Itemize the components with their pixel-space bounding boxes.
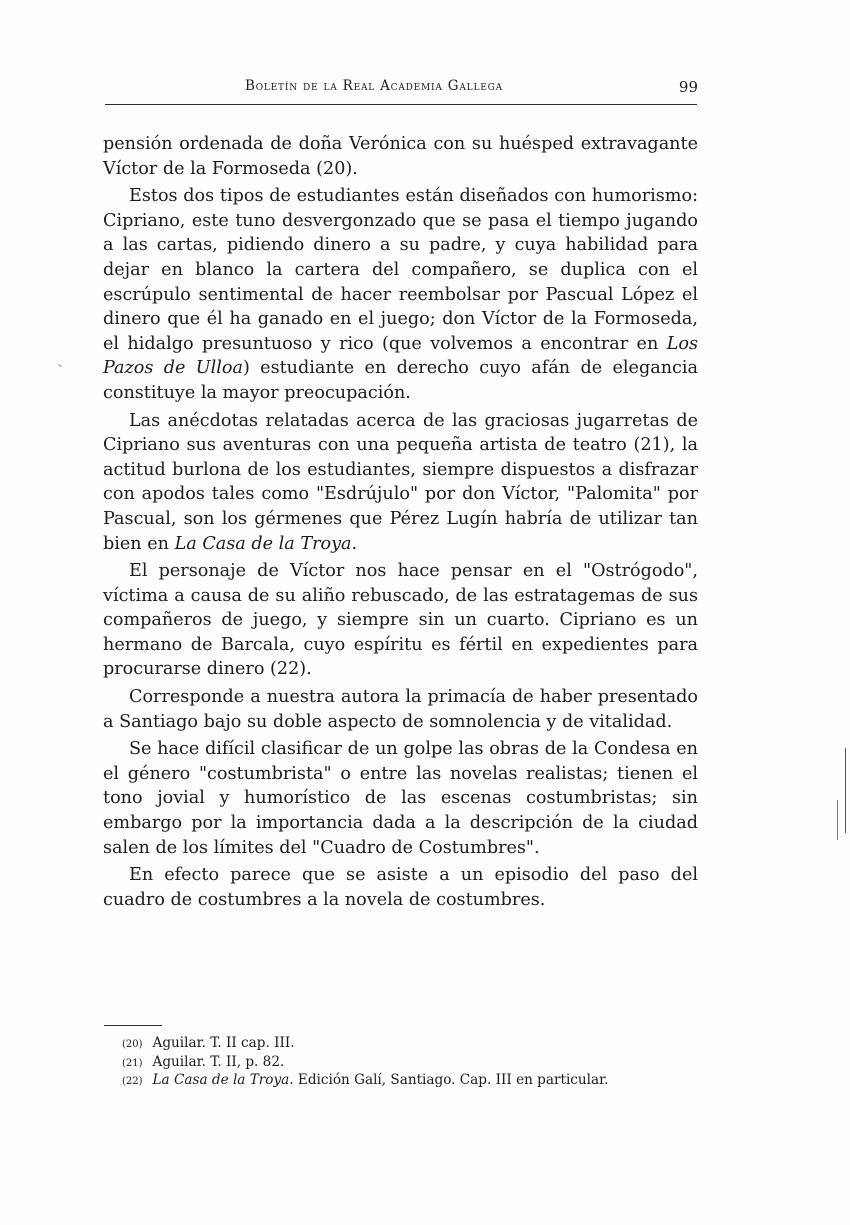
margin-scan-mark xyxy=(845,748,846,833)
footnote-21-text: Aguilar. T. II, p. 82. xyxy=(152,1053,285,1070)
paragraph-2 xyxy=(103,184,698,405)
running-head xyxy=(105,78,700,100)
footnote-22-text: Edición Galí, Santiago. Cap. III en particular. xyxy=(293,1072,609,1088)
footnote-20-text: Aguilar. T. II cap. III. xyxy=(152,1035,295,1051)
paragraph-3-text-a: Las anécdotas relatadas acerca de las graciosas jugarretas de Cipriano sus aventuras con una pequeña artista de teatro (21), la actitud burlona de los estudiantes, siempre dispuestos a disfrazar con apodos tales como "Esdrújulo" por don Víctor, "Palomita" por Pascual, son los gérmenes que Pérez Lugín habría de utilizar tan bien en xyxy=(103,410,698,554)
paragraph-2-title-italic: Los Pazos de Ulloa xyxy=(103,333,698,379)
footnote-22-mark: (22) xyxy=(122,1076,143,1087)
paragraph-2-text-a: Estos dos tipos de estudiantes están diseñados con humorismo: Cipriano, este tuno desvergonzado que se pasa el tiempo jugando a las cartas, pidiendo dinero a su padre, y cuya habilidad para dejar en blanco la cartera del compañero, se duplica con el escrúpulo sentimental de hacer reembolsar por Pascual López el dinero que él ha ganado en el juego; don Víctor de la Formoseda, el hidalgo presuntuoso y rico (que volvemos a encontrar en xyxy=(103,186,698,354)
footnote-22-title-italic: La Casa de la Troya. xyxy=(152,1072,294,1088)
paragraph-4: El personaje de Víctor nos hace pensar en el "Ostrógodo", víctima a causa de su aliño rebuscado, de las estratagemas de sus compañeros de juego, y siempre sin un cuarto. Cipriano es un hermano de Barcala, cuyo espíritu es fértil en expedientes para procurarse dinero (22). xyxy=(103,561,698,680)
paragraph-1: pensión ordenada de doña Verónica con su huésped extravagante Víctor de la Formoseda (20). xyxy=(103,134,698,179)
footnote-21 xyxy=(104,1054,698,1073)
left-edge-tick xyxy=(58,364,62,367)
header-rule xyxy=(105,104,697,105)
body-text xyxy=(103,132,698,912)
paragraph-6: Se hace difícil clasificar de un golpe las obras de la Condesa en el género "costumbrista" o entre las novelas realistas; tienen el tono jovial y humorístico de las escenas costumbristas; sin embargo por la importancia dada a la descripción de la ciudad salen de los límites del "Cuadro de Costumbres". xyxy=(103,739,698,858)
paragraph-2-text-b: ) estudiante en derecho cuyo afán de elegancia constituye la mayor preocupación. xyxy=(103,358,698,403)
running-title: Boletín de la Real Academia Gallega xyxy=(245,78,503,94)
footnote-20-mark: (20) xyxy=(122,1039,143,1050)
paragraph-3-text-b: . xyxy=(351,533,358,554)
footnote-20 xyxy=(104,1035,698,1054)
paragraph-7: En efecto parece que se asiste a un episodio del paso del cuadro de costumbres a la novela de costumbres. xyxy=(103,865,698,910)
edge-scan-mark xyxy=(837,800,838,840)
footnotes xyxy=(104,1035,698,1091)
paragraph-3-title-italic: La Casa de la Troya xyxy=(174,533,352,554)
paragraph-3 xyxy=(103,409,698,557)
paragraph-5: Corresponde a nuestra autora la primacía de haber presentado a Santiago bajo su doble aspecto de somnolencia y de vitalidad. xyxy=(103,687,698,732)
footnote-rule xyxy=(104,1025,162,1026)
footnote-21-mark: (21) xyxy=(122,1057,143,1069)
footnote-22 xyxy=(104,1072,698,1091)
page-number: 99 xyxy=(678,78,698,96)
